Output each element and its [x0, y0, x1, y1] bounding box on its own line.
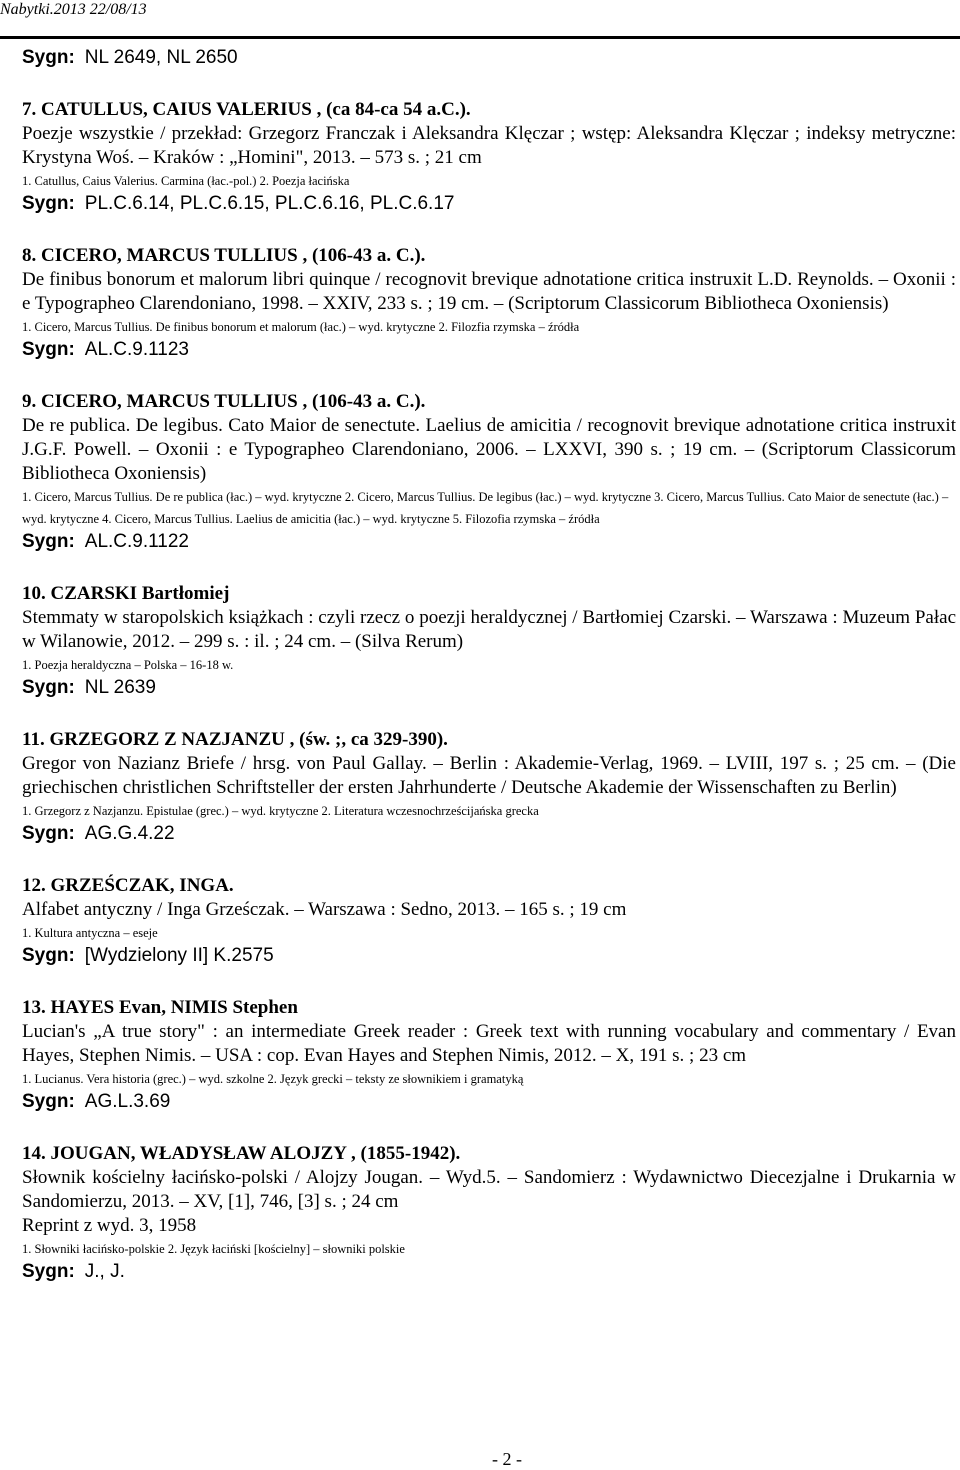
- entry-heading: 12. GRZEŚCZAK, INGA.: [22, 875, 234, 896]
- shelfmark-value: [Wydzielony II] K.2575: [84, 945, 274, 966]
- shelfmark-label: Sygn:: [22, 339, 75, 360]
- catalog-entry: [22, 874, 956, 968]
- entry-shelfmark: [22, 822, 956, 846]
- shelfmark-value: AL.C.9.1123: [84, 339, 190, 360]
- entry-heading: 10. CZARSKI Bartłomiej: [22, 583, 230, 604]
- entry-subjects: 1. Słowniki łacińsko-polskie 2. Język łaciński [kościelny] – słowniki polskie: [22, 1242, 405, 1256]
- entry-subjects: 1. Lucianus. Vera historia (grec.) – wyd. szkolne 2. Język grecki – teksty ze słownikiem i gramatyką: [22, 1072, 524, 1086]
- catalog-entry: [22, 1142, 956, 1284]
- catalog-entry: [22, 728, 956, 846]
- entry-description: Poezje wszystkie / przekład: Grzegorz Franczak i Aleksandra Klęczar ; wstęp: Aleksandra Klęczar ; indeksy metryczne: Krystyna Woś. – Kraków : „Homini", 2013. – 573 s. ; 21 cm: [22, 123, 956, 168]
- entry-subjects: 1. Cicero, Marcus Tullius. De re publica (łac.) – wyd. krytyczne 2. Cicero, Marcus Tullius. De legibus (łac.) – wyd. krytyczne 3. Cicero, Marcus Tullius. Cato Maior de senectute (łac.) – wyd. krytyczne 4. Cicero, Marcus Tullius. Laelius de amicitia (łac.) – wyd. krytyczne 5. Filozofia rzymska – źródła: [22, 490, 949, 526]
- entry-subjects: 1. Kultura antyczna – eseje: [22, 926, 158, 940]
- entry-heading: 7. CATULLUS, CAIUS VALERIUS , (ca 84-ca 54 a.C.).: [22, 99, 471, 120]
- shelfmark-label: Sygn:: [22, 47, 75, 68]
- entry-heading: 13. HAYES Evan, NIMIS Stephen: [22, 997, 298, 1018]
- entry-shelfmark: [22, 944, 956, 968]
- entry-description: Słownik kościelny łacińsko-polski / Alojzy Jougan. – Wyd.5. – Sandomierz : Wydawnictwo Diecezjalne i Drukarnia w Sandomierzu, 2013. – XV, [1], 746, [3] s. ; 24 cm: [22, 1167, 956, 1212]
- entry-description: Lucian's „A true story" : an intermediate Greek reader : Greek text with running vocabulary and commentary / Evan Hayes, Stephen Nimis. – USA : cop. Evan Hayes and Stephen Nimis, 2012. – X, 191 s. ; 23 cm: [22, 1021, 956, 1066]
- shelfmark-value: AG.G.4.22: [84, 823, 175, 844]
- entry-shelfmark: [22, 1090, 956, 1114]
- entry-description: Alfabet antyczny / Inga Grześczak. – Warszawa : Sedno, 2013. – 165 s. ; 19 cm: [22, 899, 627, 920]
- shelfmark-value: NL 2639: [84, 677, 156, 698]
- entry-description: De re publica. De legibus. Cato Maior de senectute. Laelius de amicitia / recognovit brevique adnotatione critica instruxit J.G.F. Powell. – Oxonii : e Typographeo Clarendoniano, 2006. – LXXVI, 390 s. ; 19 cm. – (Scriptorum Classicorum Bibliotheca Oxoniensis): [22, 415, 956, 484]
- entry-description: Stemmaty w staropolskich książkach : czyli rzecz o poezji heraldycznej / Bartłomiej Czarski. – Warszawa : Muzeum Pałac w Wilanowie, 2012. – 299 s. : il. ; 24 cm. – (Silva Rerum): [22, 607, 956, 652]
- catalog-entry: [22, 996, 956, 1114]
- entry-shelfmark: [22, 1260, 956, 1284]
- entry-subjects: 1. Grzegorz z Nazjanzu. Epistulae (grec.) – wyd. krytyczne 2. Literatura wczesnochrześcijańska grecka: [22, 804, 539, 818]
- shelfmark-label: Sygn:: [22, 193, 75, 214]
- document-body: [22, 44, 956, 1284]
- entry-heading: 14. JOUGAN, WŁADYSŁAW ALOJZY , (1855-1942).: [22, 1143, 461, 1164]
- shelfmark-value: AG.L.3.69: [84, 1091, 171, 1112]
- page-number: - 2 -: [492, 1449, 522, 1469]
- catalog-entry: [22, 244, 956, 362]
- entry-heading: 8. CICERO, MARCUS TULLIUS , (106-43 a. C.).: [22, 245, 426, 266]
- entry-list: [22, 98, 956, 1284]
- entry-shelfmark: [22, 676, 956, 700]
- shelfmark-label: Sygn:: [22, 531, 75, 552]
- catalog-entry: [22, 98, 956, 216]
- entry-heading: 9. CICERO, MARCUS TULLIUS , (106-43 a. C.).: [22, 391, 426, 412]
- entry-subjects: 1. Cicero, Marcus Tullius. De finibus bonorum et malorum (łac.) – wyd. krytyczne 2. Filozfia rzymska – źródła: [22, 320, 580, 334]
- top-shelfmark: [22, 46, 956, 70]
- entry-shelfmark: [22, 192, 956, 216]
- shelfmark-label: Sygn:: [22, 1091, 75, 1112]
- shelfmark-label: Sygn:: [22, 823, 75, 844]
- shelfmark-value: J., J.: [84, 1261, 125, 1282]
- catalog-entry: [22, 390, 956, 554]
- shelfmark-label: Sygn:: [22, 1261, 75, 1282]
- entry-description: Gregor von Nazianz Briefe / hrsg. von Paul Gallay. – Berlin : Akademie-Verlag, 1969. – LVIII, 197 s. ; 25 cm. – (Die griechischen christlichen Schriftsteller der ersten Jahrhunderte / Deutsche Akademie der Wissenschaften zu Berlin): [22, 753, 956, 798]
- entry-note: Reprint z wyd. 3, 1958: [22, 1215, 197, 1236]
- shelfmark-label: Sygn:: [22, 677, 75, 698]
- entry-heading: 11. GRZEGORZ Z NAZJANZU , (św. ;, ca 329-390).: [22, 729, 448, 750]
- shelfmark-label: Sygn:: [22, 945, 75, 966]
- entry-description: De finibus bonorum et malorum libri quinque / recognovit brevique adnotatione critica instruxit L.D. Reynolds. – Oxonii : e Typographeo Clarendoniano, 1998. – XXIV, 233 s. ; 19 cm. – (Scriptorum Classicorum Bibliotheca Oxoniensis): [22, 269, 956, 314]
- entry-shelfmark: [22, 530, 956, 554]
- shelfmark-value: NL 2649, NL 2650: [84, 47, 238, 68]
- header-rule: [0, 36, 960, 39]
- running-header: Nabytki.2013 22/08/13: [0, 1, 147, 18]
- shelfmark-value: PL.C.6.14, PL.C.6.15, PL.C.6.16, PL.C.6.17: [84, 193, 455, 214]
- entry-subjects: 1. Catullus, Caius Valerius. Carmina (łac.-pol.) 2. Poezja łacińska: [22, 174, 350, 188]
- entry-subjects: 1. Poezja heraldyczna – Polska – 16-18 w.: [22, 658, 234, 672]
- entry-shelfmark: [22, 338, 956, 362]
- shelfmark-value: AL.C.9.1122: [84, 531, 190, 552]
- catalog-entry: [22, 582, 956, 700]
